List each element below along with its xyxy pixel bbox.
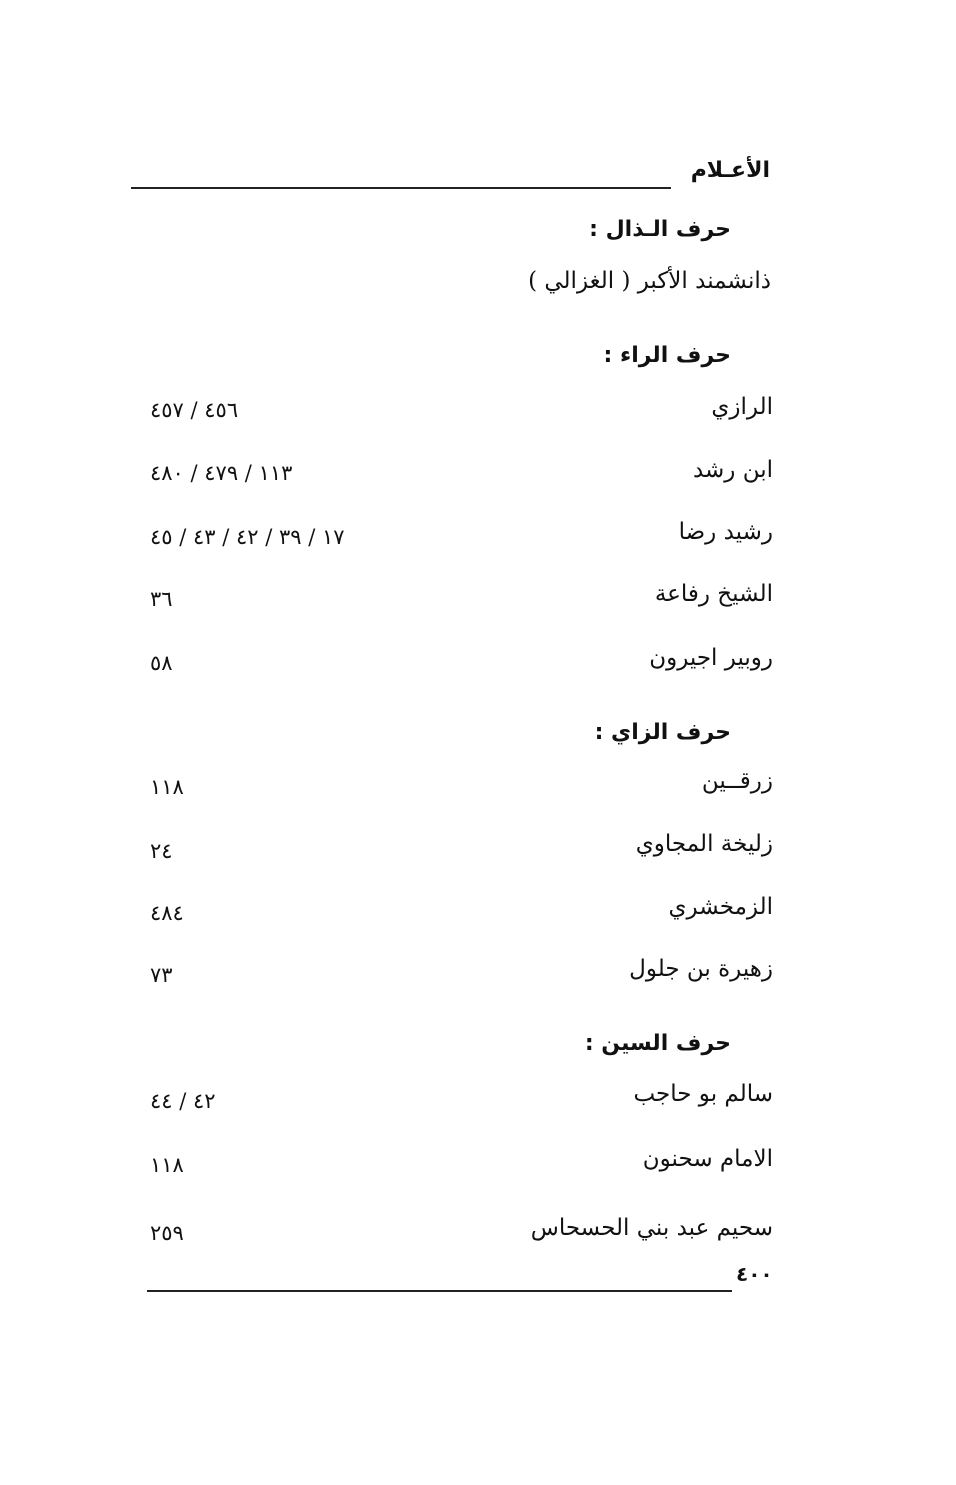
index-entry-pages: ٤٢ / ٤٤ xyxy=(150,1089,216,1113)
index-entry-name: الامام سحنون xyxy=(642,1146,773,1172)
section-heading-dhal: حرف الـذال : xyxy=(589,217,731,242)
index-entry-name: رشيد رضا xyxy=(678,519,773,545)
footer-rule xyxy=(147,1290,732,1292)
index-entry-name: الرازي xyxy=(711,394,773,420)
index-entry-name: الزمخشري xyxy=(668,894,773,920)
section-heading-ra: حرف الراء : xyxy=(603,343,731,368)
page-number: ٤٠٠ xyxy=(736,1262,773,1286)
index-entry-pages: ٧٣ xyxy=(150,963,173,987)
index-entry-pages: ١١٣ / ٤٧٩ / ٤٨٠ xyxy=(150,461,293,485)
index-entry-pages: ٤٨٤ xyxy=(150,901,184,925)
index-entry-name: روبير اجيرون xyxy=(649,645,773,671)
index-entry-pages: ١١٨ xyxy=(150,1153,184,1177)
index-entry-name: زرقــين xyxy=(701,768,773,794)
running-header-title: الأعـلام xyxy=(690,158,770,183)
index-entry-pages: ٣٦ xyxy=(150,587,173,611)
index-entry-pages: ١١٨ xyxy=(150,775,184,799)
index-entry-pages: ١٧ / ٣٩ / ٤٢ / ٤٣ / ٤٥ xyxy=(150,525,345,549)
index-entry-name: سحيم عبد بني الحسحاس xyxy=(530,1215,773,1241)
index-entry-name: ذانشمند الأكبر ( الغزالي ) xyxy=(528,268,771,294)
index-entry-pages: ٥٨ xyxy=(150,651,173,675)
index-entry-name: زهيرة بن جلول xyxy=(629,956,773,982)
header-rule xyxy=(131,187,671,189)
index-entry-name: زليخة المجاوي xyxy=(635,831,773,857)
section-heading-sin: حرف السين : xyxy=(584,1031,731,1056)
index-entry-pages: ٢٥٩ xyxy=(150,1221,184,1245)
index-entry-name: ابن رشد xyxy=(692,457,773,483)
section-heading-zay: حرف الزاي : xyxy=(594,720,731,745)
index-entry-name: الشيخ رفاعة xyxy=(654,581,773,607)
index-entry-pages: ٤٥٦ / ٤٥٧ xyxy=(150,398,239,422)
index-entry-pages: ٢٤ xyxy=(150,839,173,863)
index-entry-name: سالم بو حاجب xyxy=(633,1081,773,1107)
